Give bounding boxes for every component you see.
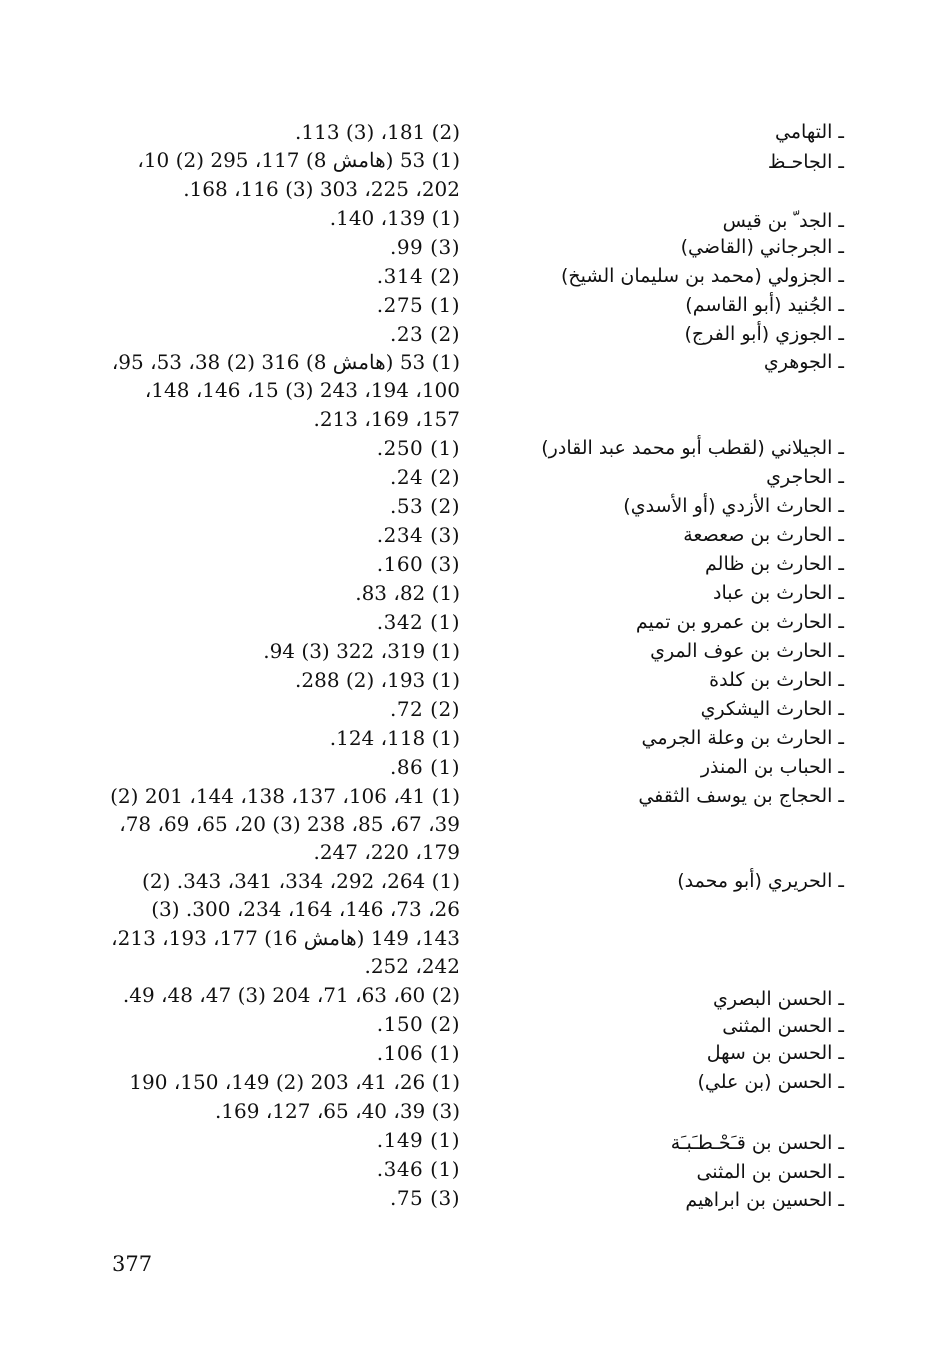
entry-name: ـ الحارث بن عباد — [713, 582, 844, 604]
index-entry — [0, 753, 948, 782]
index-entry — [0, 724, 948, 753]
entry-name: ـ الحارث الأزدي (أو الأسدي) — [623, 495, 844, 517]
entry-references: (1) 53 (هامش 8) 316 (2) 38، 53، 95، — [111, 350, 460, 374]
index-entry — [0, 608, 948, 637]
index-entry — [0, 262, 948, 291]
entry-references: (2) 60، 63، 71، 204 (3) 47، 48، 49. — [122, 983, 460, 1007]
entry-references: 39، 67، 85، 238 (3) 20، 65، 69، 78، — [119, 812, 460, 836]
entry-name: ـ الجوهري — [763, 351, 844, 373]
entry-references: (1) 118، 124. — [329, 726, 460, 750]
entry-name: ـ الحارث بن كلدة — [709, 669, 844, 691]
entry-references: (3) 160. — [376, 552, 460, 576]
index-entry — [0, 637, 948, 666]
entry-references: (2) 24. — [389, 465, 460, 489]
entry-references: (1) 275. — [376, 293, 460, 317]
entry-references: (3) 234. — [376, 523, 460, 547]
index-entry — [0, 348, 948, 377]
entry-references: (1) 250. — [376, 436, 460, 460]
index-entry — [0, 550, 948, 579]
index-entry — [0, 521, 948, 550]
entry-name: ـ الحسن المثنى — [722, 1015, 844, 1037]
entry-name: ـ الجرجاني (القاضي) — [680, 236, 844, 258]
entry-name: ـ الحريري (أبو محمد) — [677, 870, 844, 892]
entry-name: ـ الجزولي (محمد بن سليمان الشيخ) — [560, 265, 844, 287]
entry-name: ـ الحارث بن صعصعة — [683, 524, 844, 546]
entry-references: (1) 139، 140. — [329, 206, 460, 230]
entry-references: (1) 82، 83. — [355, 581, 460, 605]
entry-references: 26، 73، 146، 164، 234، 300. (3) — [151, 897, 460, 921]
entry-references: 100، 194، 243 (3) 15، 146، 148، — [144, 378, 460, 402]
index-entry — [0, 695, 948, 724]
entry-references: (1) 342. — [376, 610, 460, 634]
entry-name: ـ الحارث بن ظالم — [705, 553, 844, 575]
page-number: 377 — [112, 1252, 153, 1276]
index-entry — [0, 666, 948, 695]
entry-references: (2) 72. — [389, 697, 460, 721]
entry-references: (2) 23. — [389, 322, 460, 346]
entry-references: (1) 193، (2) 288. — [295, 668, 460, 692]
entry-name: ـ الحجاج بن يوسف الثقفي — [638, 785, 844, 807]
index-entry — [0, 463, 948, 492]
entry-name: ـ الحارث بن عوف المري — [650, 640, 844, 662]
entry-name: ـ التهامي — [775, 121, 844, 143]
index-entry-continuation — [0, 810, 948, 839]
entry-name: ـ الحاجري — [766, 466, 844, 488]
index-entry-continuation — [0, 405, 948, 434]
index-entry — [0, 146, 948, 175]
index-entry — [0, 1184, 948, 1213]
entry-name: ـ الحارث اليشكري — [700, 698, 844, 720]
entry-references: (1) 149. — [376, 1128, 460, 1152]
entry-name: ـ الحارث بن عمرو بن تميم — [635, 611, 844, 633]
index-entry — [0, 579, 948, 608]
entry-name: ـ الحسن بن المثنى — [696, 1161, 844, 1183]
entry-name: ـ الحسين بن ابراهيم — [685, 1189, 844, 1211]
index-entry — [0, 1126, 948, 1155]
entry-references: (1) 41، 106، 137، 138، 144، 201 (2) — [110, 784, 460, 808]
entry-references: (1) 106. — [376, 1041, 460, 1065]
entry-name: ـ الجوزي (أبو الفرج) — [684, 323, 844, 345]
index-entry — [0, 204, 948, 233]
index-entry — [0, 782, 948, 811]
index-entry — [0, 1010, 948, 1039]
entry-references: (2) 181، (3) 113. — [295, 120, 460, 144]
index-entry — [0, 1039, 948, 1068]
entry-name: ـ الحسن بن قـَحْـطـَبـَة — [670, 1132, 844, 1154]
entry-name: ـ الجيلاني (لقطب أبو محمد عبد القادر) — [541, 437, 844, 459]
entry-name: ـ الجاحـظ — [767, 151, 844, 173]
entry-references: 143، 149 (هامش 16) 177، 193، 213، — [111, 926, 460, 950]
entry-references: (1) 53 (هامش 8) 117، 295 (2) 10، — [137, 148, 460, 172]
entry-name: ـ الحباب بن المنذر — [700, 756, 844, 778]
index-entry — [0, 1068, 948, 1097]
entry-name: ـ الجد ّ بن قيس — [722, 210, 844, 232]
entry-references: 202، 225، 303 (3) 116، 168. — [183, 177, 460, 201]
entry-references: 242، 252. — [364, 954, 460, 978]
index-entry-continuation — [0, 895, 948, 924]
index-entry — [0, 434, 948, 463]
entry-references: (1) 264، 292، 334، 341، 343. (2) — [142, 869, 460, 893]
index-entry — [0, 1155, 948, 1184]
entry-references: (1) 346. — [376, 1157, 460, 1181]
index-entry-continuation — [0, 952, 948, 981]
entry-references: 179، 220، 247. — [313, 840, 460, 864]
index-entry — [0, 981, 948, 1010]
entry-references: (3) 39، 40، 65، 127، 169. — [214, 1099, 460, 1123]
index-entry — [0, 867, 948, 896]
entry-references: (2) 150. — [376, 1012, 460, 1036]
index-entry-continuation — [0, 924, 948, 953]
index-entry-continuation — [0, 1097, 948, 1126]
index-entry — [0, 320, 948, 349]
entry-name: ـ الحارث بن وعلة الجرمي — [641, 727, 844, 749]
index-entry-continuation — [0, 376, 948, 405]
entry-references: (2) 53. — [389, 494, 460, 518]
entry-references: (3) 75. — [389, 1186, 460, 1210]
index-entry-continuation — [0, 838, 948, 867]
index-entry — [0, 233, 948, 262]
entry-references: (1) 26، 41، 203 (2) 149، 150، 190 — [129, 1070, 460, 1094]
entry-references: (1) 319، 322 (3) 94. — [263, 639, 460, 663]
entry-name: ـ الحسن البصري — [712, 988, 844, 1010]
entry-name: ـ الحسن بن سهل — [706, 1042, 844, 1064]
index-entry — [0, 118, 948, 147]
index-entry-continuation — [0, 175, 948, 204]
index-entry — [0, 492, 948, 521]
entry-references: (3) 99. — [389, 235, 460, 259]
entry-references: (1) 86. — [389, 755, 460, 779]
index-entry — [0, 291, 948, 320]
entry-references: 157، 169، 213. — [313, 407, 460, 431]
entry-references: (2) 314. — [376, 264, 460, 288]
entry-name: ـ الجُنيد (أبو القاسم) — [685, 294, 844, 316]
entry-name: ـ الحسن (بن علي) — [697, 1071, 844, 1093]
